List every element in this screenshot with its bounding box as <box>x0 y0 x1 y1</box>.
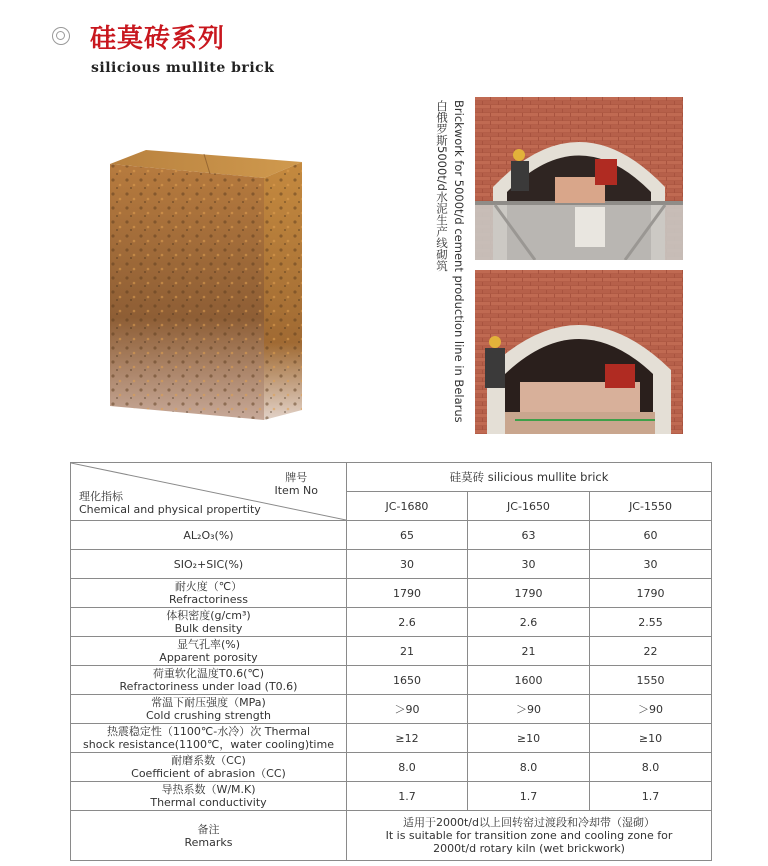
row-label-en: shock resistance(1100℃，water cooling)time <box>83 738 334 751</box>
product-header: 硅莫砖 silicious mullite brick <box>347 463 712 492</box>
remarks-label-en: Remarks <box>184 835 233 849</box>
grade-header: JC-1550 <box>590 492 712 521</box>
row-label <box>71 724 347 753</box>
photo-caption <box>433 100 467 423</box>
cell-value: 1.7 <box>590 782 712 811</box>
cell-value: 30 <box>347 550 468 579</box>
table-row <box>71 550 712 579</box>
row-label-cn: 显气孔率(%) <box>176 638 241 651</box>
cell-value: 8.0 <box>468 753 590 782</box>
cell-value: 63 <box>468 521 590 550</box>
remarks-row <box>71 811 712 861</box>
row-label-en: Apparent porosity <box>159 651 258 664</box>
row-label-en: Refractoriness <box>169 593 248 606</box>
row-label <box>71 666 347 695</box>
remarks-text <box>347 811 712 861</box>
row-label-cn: AL₂O₃(%) <box>183 528 234 542</box>
caption-chinese: 白俄罗斯5000t/d水泥生产线砌筑 <box>435 100 449 272</box>
bullet-circle-icon <box>52 27 70 45</box>
row-label-cn: 导热系数（W/M.K) <box>161 783 256 796</box>
row-label-cn: 常温下耐压强度（MPa) <box>151 696 266 709</box>
table-row <box>71 608 712 637</box>
row-label-cn: 耐磨系数（CC) <box>171 754 246 767</box>
cell-value: 1790 <box>590 579 712 608</box>
cell-value: ＞90 <box>468 695 590 724</box>
row-label <box>71 579 347 608</box>
row-label-cn: 荷重软化温度T0.6(℃) <box>152 667 265 680</box>
row-label-en: Refractoriness under load (T0.6) <box>119 680 298 693</box>
cell-value: 1600 <box>468 666 590 695</box>
row-label-cn: 耐火度（℃） <box>174 580 243 593</box>
corner-property-cn: 理化指标 <box>79 490 123 503</box>
remarks-text-cn: 适用于2000t/d以上回转窑过渡段和冷却带（湿砌） <box>403 816 655 829</box>
properties-table <box>70 462 712 861</box>
row-label-en: Thermal conductivity <box>150 796 267 809</box>
cell-value: 2.55 <box>590 608 712 637</box>
table-corner-header <box>71 463 347 521</box>
corner-item-cn: 牌号 <box>285 471 308 484</box>
row-label <box>71 782 347 811</box>
cell-value: 1550 <box>590 666 712 695</box>
corner-item-en: Item No <box>274 484 318 497</box>
row-label <box>71 695 347 724</box>
cell-value: 30 <box>590 550 712 579</box>
cell-value: 65 <box>347 521 468 550</box>
cell-value: 8.0 <box>590 753 712 782</box>
remarks-label-cn: 备注 <box>197 822 220 836</box>
remarks-label <box>71 811 347 861</box>
row-label-cn: 体积密度(g/cm³) <box>166 609 251 622</box>
cell-value: ＞90 <box>590 695 712 724</box>
page-subtitle: silicious mullite brick <box>91 60 275 76</box>
cell-value: ≥12 <box>347 724 468 753</box>
cell-value: 30 <box>468 550 590 579</box>
kiln-brickwork-photo-2 <box>475 270 683 434</box>
row-label <box>71 753 347 782</box>
row-label-en: Cold crushing strength <box>145 709 272 722</box>
table-row <box>71 666 712 695</box>
cell-value: 8.0 <box>347 753 468 782</box>
cell-value: ＞90 <box>347 695 468 724</box>
cell-value: 21 <box>347 637 468 666</box>
cell-value: 60 <box>590 521 712 550</box>
kiln-brickwork-photo-1 <box>475 97 683 260</box>
brick-image <box>110 148 302 420</box>
cell-value: ≥10 <box>590 724 712 753</box>
grade-header: JC-1680 <box>347 492 468 521</box>
caption-english: Brickwork for 5000t/d cement production line in Belarus <box>452 100 466 423</box>
page-title: 硅莫砖系列 <box>90 24 226 54</box>
row-label-cn: SIO₂+SIC(%) <box>173 557 244 571</box>
cell-value: 21 <box>468 637 590 666</box>
cell-value: 1790 <box>468 579 590 608</box>
table-row <box>71 724 712 753</box>
remarks-text-en-line2: 2000t/d rotary kiln (wet brickwork) <box>433 842 625 855</box>
cell-value: ≥10 <box>468 724 590 753</box>
row-label <box>71 608 347 637</box>
cell-value: 2.6 <box>468 608 590 637</box>
remarks-text-en-line1: It is suitable for transition zone and cooling zone for <box>385 829 673 842</box>
row-label <box>71 637 347 666</box>
table-row <box>71 579 712 608</box>
table-row <box>71 753 712 782</box>
table-row <box>71 782 712 811</box>
row-label <box>71 550 347 579</box>
table-row <box>71 695 712 724</box>
cell-value: 1.7 <box>468 782 590 811</box>
table-row <box>71 521 712 550</box>
row-label-en: Coefficient of abrasion（CC) <box>131 767 286 780</box>
row-label-cn: 热震稳定性（1100℃-水冷）次 Thermal <box>106 725 311 738</box>
cell-value: 1790 <box>347 579 468 608</box>
corner-property-en: Chemical and physical propertity <box>79 503 261 516</box>
table-row <box>71 637 712 666</box>
cell-value: 22 <box>590 637 712 666</box>
row-label-en: Bulk density <box>174 622 243 635</box>
cell-value: 2.6 <box>347 608 468 637</box>
cell-value: 1650 <box>347 666 468 695</box>
cell-value: 1.7 <box>347 782 468 811</box>
row-label <box>71 521 347 550</box>
grade-header: JC-1650 <box>468 492 590 521</box>
